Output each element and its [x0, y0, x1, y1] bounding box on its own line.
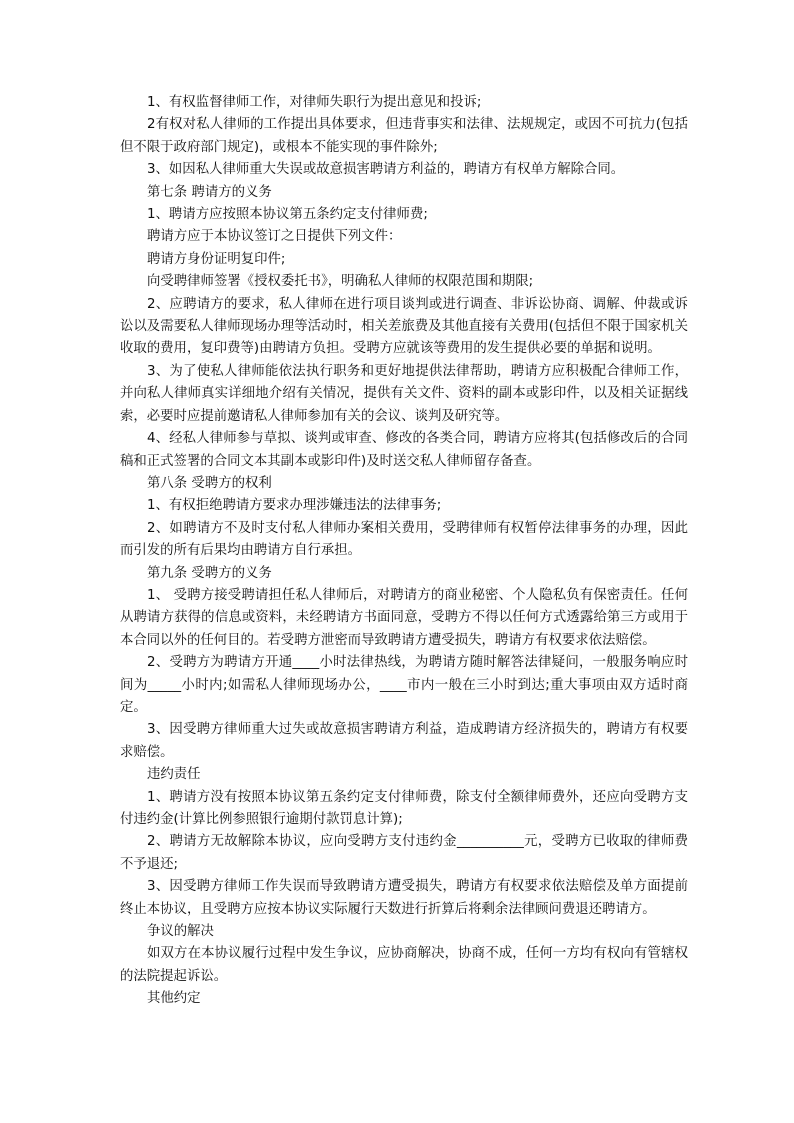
- clause-termination-penalty: 2、聘请方无故解除本协议，应向受聘方支付违约金__________元，受聘方已收取的律师费不予退还;: [120, 834, 688, 872]
- clause-late-payment: 1、聘请方没有按照本协议第五条约定支付律师费，除支付全额律师费外，还应向受聘方支付违约金(计算比例参照银行逾期付款罚息计算);: [120, 789, 688, 827]
- document-page: [120, 92, 688, 1011]
- clause-suspend-service: 2、如聘请方不及时支付私人律师办案相关费用，受聘律师有权暂停法律事务的办理，因此而引发的所有后果均由聘请方自行承担。: [120, 520, 688, 559]
- other-terms-heading: 其他约定: [147, 991, 201, 1007]
- clause-unilateral-termination: 3、如因私人律师重大失误或故意损害聘请方利益的，聘请方有权单方解除合同。: [147, 162, 625, 178]
- document-item-id-copy: 聘请方身份证明复印件;: [147, 251, 286, 267]
- clause-compensation: 3、因受聘方律师重大过失或故意损害聘请方利益，造成聘请方经济损失的，聘请方有权要求赔偿。: [120, 722, 688, 760]
- clause-work-error: 3、因受聘方律师工作失误而导致聘请方遭受损失，聘请方有权要求依法赔偿及单方面提前终止本协议，且受聘方应按本协议实际履行天数进行折算后将剩余法律顾问费退还聘请方。: [120, 879, 688, 917]
- clause-provide-documents: 聘请方应于本协议签订之日提供下列文件：: [147, 229, 402, 245]
- clause-travel-expenses: 2、应聘请方的要求，私人律师在进行项目谈判或进行调查、非诉讼协商、调解、仲裁或诉讼以及需要私人律师现场办理等活动时，相关差旅费及其他直接有关费用(包括但不限于国家机关收取的费用，复印费等)由聘请方负担。受聘方应就该等费用的发生提供必要的单据和说明。: [120, 296, 688, 357]
- clause-contract-copies: 4、经私人律师参与草拟、谈判或审查、修改的各类合同，聘请方应将其(包括修改后的合同稿和正式签署的合同文本其副本或影印件)及时送交私人律师留存备查。: [120, 431, 688, 469]
- article-8-heading: 第八条 受聘方的权利: [147, 475, 272, 491]
- clause-supervise-right: 1、有权监督律师工作，对律师失职行为提出意见和投诉;: [147, 95, 482, 110]
- clause-dispute-resolution: 如双方在本协议履行过程中发生争议，应协商解决，协商不成，任何一方均有权向有管辖权的法院提起诉讼。: [120, 946, 688, 984]
- article-9-heading: 第九条 受聘方的义务: [147, 565, 272, 581]
- clause-work-requirements: 2有权对私人律师的工作提出具体要求，但违背事实和法律、法规规定，或因不可抗力(包括但不限于政府部门规定)，或根本不能实现的事件除外;: [120, 117, 688, 155]
- clause-refuse-illegal: 1、有权拒绝聘请方要求办理涉嫌违法的法律事务;: [147, 498, 442, 514]
- document-item-power-of-attorney: 向受聘律师签署《授权委托书》，明确私人律师的权限范围和期限;: [147, 274, 534, 290]
- liability-heading: 违约责任: [147, 767, 201, 783]
- clause-hotline: 2、受聘方为聘请方开通____小时法律热线，为聘请方随时解答法律疑问，一般服务响应时间为_____小时内;如需私人律师现场办公，____市内一般在三小时到达;重大事项由双方适时商定。: [120, 655, 688, 715]
- dispute-heading: 争议的解决: [147, 924, 214, 940]
- clause-confidentiality: 1、 受聘方接受聘请担任私人律师后，对聘请方的商业秘密、个人隐私负有保密责任。任何从聘请方获得的信息或资料，未经聘请方书面同意，受聘方不得以任何方式透露给第三方或用于本合同以外的任何目的。若受聘方泄密而导致聘请方遭受损失，聘请方有权要求依法赔偿。: [120, 587, 688, 648]
- clause-pay-fees: 1、聘请方应按照本协议第五条约定支付律师费;: [147, 207, 428, 223]
- clause-cooperate: 3、为了使私人律师能依法执行职务和更好地提供法律帮助，聘请方应积极配合律师工作，并向私人律师真实详细地介绍有关情况，提供有关文件、资料的副本或影印件，以及相关证据线索，必要时应提前邀请私人律师参加有关的会议、谈判及研究等。: [120, 363, 688, 424]
- article-7-heading: 第七条 聘请方的义务: [147, 184, 272, 200]
